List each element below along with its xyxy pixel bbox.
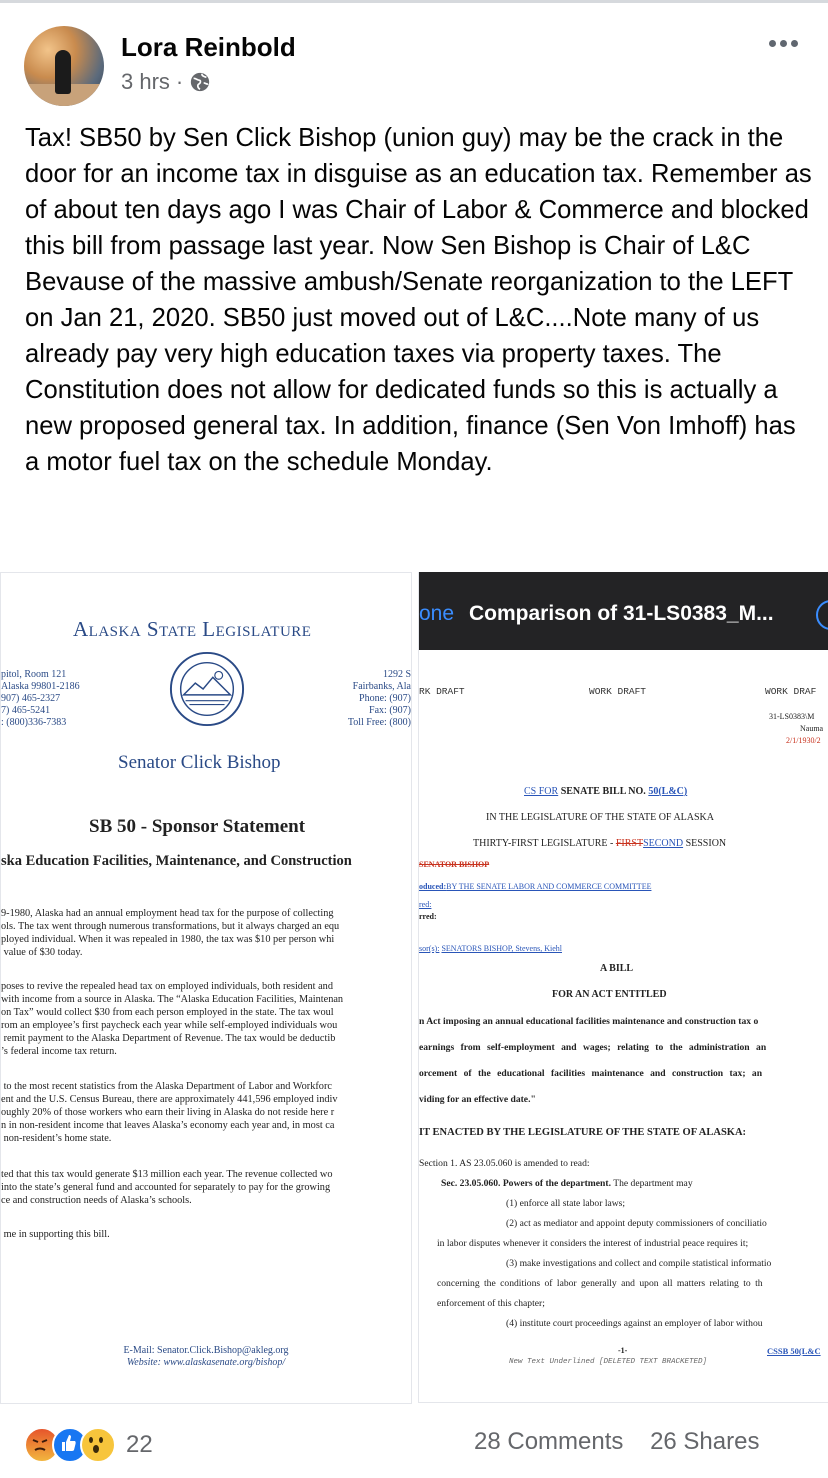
document-title: Comparison of 31-LS0383_M... xyxy=(469,602,774,625)
avatar[interactable] xyxy=(24,26,104,106)
statement-paragraph: poses to revive the repealed head tax on employed individuals, both resident and with income from a source in Alaska. The “Alaska Education Facilities, Maintenan on Tax” would collect $30 from each person employed in the state. The tax woul rom an employee’s first paycheck each year while self-employed individuals wou remit payment to the Alaska Department of Revenue. The tax would be deductib ’s federal income tax return. xyxy=(1,981,344,1057)
section-1-text: Section 1. AS 23.05.060 is amended to read: xyxy=(419,1158,590,1169)
section-item: (4) institute court proceedings against an employer of labor withou xyxy=(506,1318,763,1329)
draft-label-right: WORK DRAF xyxy=(765,686,817,697)
attached-image-sponsor-statement[interactable] xyxy=(0,572,412,1404)
contact-email: E-Mail: Senator.Click.Bishop@akleg.org xyxy=(123,1345,289,1356)
statement-paragraph: 9-1980, Alaska had an annual employment head tax for the purpose of collecting ols. The tax went through numerous transformations, but it always charged an equ ployed individual. When it was repealed in 1980, the tax was $10 per person whi value of $30 today. xyxy=(1,908,340,958)
introduced-label: oduced: xyxy=(419,882,447,891)
section-item: concerning the conditions of labor generally and upon all matters relating to th xyxy=(437,1278,763,1289)
section-heading xyxy=(441,1178,693,1189)
markup-icon[interactable] xyxy=(816,600,828,630)
engagement-counts xyxy=(474,1428,759,1456)
act-text: earnings from self-employment and wages; relating to the administration an xyxy=(419,1042,767,1053)
shares-count[interactable]: 26 Shares xyxy=(650,1428,760,1455)
a-bill-heading: A BILL xyxy=(600,963,634,974)
alaska-seal-icon xyxy=(168,650,246,728)
statement-paragraph: ted that this tax would generate $13 million each year. The revenue collected wo into the state’s general fund and accounted for separately to pay for the growing ce and construction needs of Alaska’s schools. xyxy=(1,1169,333,1206)
act-text: n Act imposing an annual educational facilities maintenance and construction tax o xyxy=(419,1016,759,1027)
section-1 xyxy=(419,1158,590,1169)
comments-count[interactable]: 28 Comments xyxy=(474,1428,624,1455)
enacting-clause: IT ENACTED BY THE LEGISLATURE OF THE STATE OF ALASKA: xyxy=(419,1127,747,1138)
wow-reaction-icon xyxy=(80,1427,116,1463)
author-name[interactable]: Lora Reinbold xyxy=(121,32,296,62)
act-entitled-heading: FOR AN ACT ENTITLED xyxy=(552,989,667,1000)
session-deleted: FIRST xyxy=(615,838,644,849)
more-dot-icon xyxy=(769,40,776,47)
more-dot-icon xyxy=(780,40,787,47)
cs-for-text: CS FOR xyxy=(524,786,559,797)
statement-subtitle: ska Education Facilities, Maintenance, and Construction xyxy=(1,853,352,869)
struck-sponsor: SENATOR BISHOP xyxy=(419,860,490,869)
session-inserted: SECOND xyxy=(643,838,684,849)
post-time[interactable]: 3 hrs xyxy=(121,69,170,94)
session-prefix: THIRTY-FIRST LEGISLATURE - xyxy=(473,838,614,849)
globe-icon[interactable] xyxy=(189,71,211,93)
address-left: pitol, Room 121 Alaska 99801-2186 907) 465-2327 7) 465-5241 : (800)336-7383 xyxy=(1,669,80,728)
doc-date: 2/1/1930/2 xyxy=(786,736,821,745)
back-button[interactable]: one xyxy=(419,602,455,625)
session-suffix: SESSION xyxy=(685,838,727,849)
section-heading-bold: Sec. 23.05.060. Powers of the department. xyxy=(441,1178,611,1189)
sponsors-names: SENATORS BISHOP, Stevens, Kiehl xyxy=(441,944,562,953)
sponsors-label: sor(s): xyxy=(419,944,440,953)
senate-bill-text: SENATE BILL NO. xyxy=(560,786,646,797)
section-item: enforcement of this chapter; xyxy=(437,1298,545,1309)
legend-text: New Text Underlined [DELETED TEXT BRACKETED] xyxy=(509,1358,708,1366)
legislature-line: IN THE LEGISLATURE OF THE STATE OF ALASKA xyxy=(486,812,714,823)
section-item: (1) enforce all state labor laws; xyxy=(506,1198,626,1209)
contact-footer xyxy=(1,1345,411,1369)
top-divider xyxy=(0,0,828,3)
statement-paragraph: me in supporting this bill. xyxy=(1,1229,110,1240)
bill-number-line xyxy=(524,786,687,797)
draft-label-mid: WORK DRAFT xyxy=(589,686,647,697)
sponsors-line xyxy=(419,944,562,953)
introduced-line xyxy=(419,882,651,891)
statement-paragraph: to the most recent statistics from the Alaska Department of Labor and Workforc ent and the U.S. Census Bureau, there are approximately 441,596 employed indiv oughly 20% of those workers who earn their living in Alaska do not reside here r n in non-resident income that leaves Alaska’s economy each year and, in most ca non-resident’s home state. xyxy=(1,1081,338,1144)
statement-title: SB 50 - Sponsor Statement xyxy=(89,816,306,837)
section-heading-rest: The department may xyxy=(613,1178,693,1189)
doc-name: Nauma xyxy=(800,724,824,733)
section-item: (3) make investigations and collect and compile statistical informatio xyxy=(506,1258,772,1269)
section-item: (2) act as mediator and appoint deputy commissioners of conciliatio xyxy=(506,1218,767,1229)
bill-number: 50(L&C) xyxy=(648,786,688,797)
referred-label-2: rred: xyxy=(419,912,437,921)
meta-separator: · xyxy=(175,69,184,94)
contact-website: Website: www.alaskasenate.org/bishop/ xyxy=(126,1357,286,1368)
viewer-title-bar xyxy=(419,572,828,650)
page-number: -1- xyxy=(618,1346,628,1355)
more-options-button[interactable] xyxy=(769,40,798,47)
cssb-footer: CSSB 50(L&C xyxy=(767,1346,821,1356)
act-text: viding for an effective date." xyxy=(419,1094,536,1105)
doc-id: 31-LS0383\M xyxy=(769,712,815,721)
draft-label-left: RK DRAFT xyxy=(419,686,465,697)
introduced-by: BY THE SENATE LABOR AND COMMERCE COMMITTEE xyxy=(446,882,652,891)
reaction-count: 22 xyxy=(126,1431,153,1458)
senator-name: Senator Click Bishop xyxy=(118,752,281,773)
session-line xyxy=(473,838,726,849)
attached-image-bill-comparison[interactable] xyxy=(418,572,828,1403)
act-text: orcement of the educational facilities maintenance and construction tax; an xyxy=(419,1068,763,1079)
more-dot-icon xyxy=(791,40,798,47)
referred-label: red: xyxy=(419,900,432,909)
post-text: Tax! SB50 by Sen Click Bishop (union guy) may be the crack in the door for an income tax in disguise as an education tax. Remember as of about ten days ago I was Chair of Labor & Commerce and blocked this bill from passage last year. Now Sen Bishop is Chair of L&C Bevause of the massive ambush/Senate reorganization to the LEFT on Jan 21, 2020. SB50 just moved out of L&C....Note many of us already pay very high education taxes via property taxes. The Constitution does not allow for dedicated funds so this is actually a new proposed general tax. In addition, finance (Sen Von Imhoff) has a motor fuel tax on the schedule Monday. xyxy=(25,124,812,476)
post-meta xyxy=(121,69,211,95)
reactions-summary[interactable] xyxy=(24,1427,153,1463)
legislature-heading: Alaska State Legislature xyxy=(73,617,312,641)
address-right: 1292 S Fairbanks, Ala Phone: (907) Fax: (907) Toll Free: (800) xyxy=(347,669,411,728)
section-item: in labor disputes whenever it considers the interest of industrial peace requires it; xyxy=(437,1238,749,1249)
